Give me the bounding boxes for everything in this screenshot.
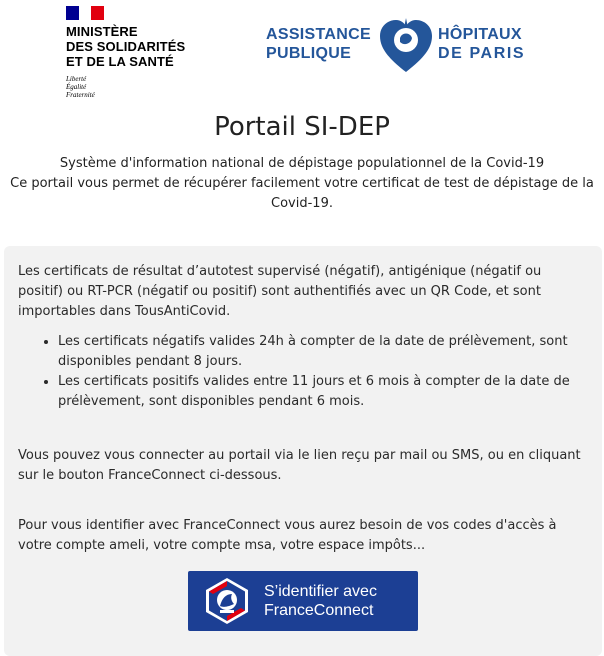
aphp-left-text — [266, 25, 371, 63]
franceconnect-line1: S’identifier avec — [264, 583, 377, 600]
page-subtitle — [10, 154, 594, 214]
motto-line: Fraternité — [66, 91, 95, 99]
aphp-right-text — [438, 25, 525, 63]
aphp-text-line: HÔPITAUX — [438, 26, 522, 43]
ministry-logo — [66, 6, 185, 99]
intro-text: Les certificats de résultat d’autotest supervisé (négatif), antigénique (négatif ou positif) ou RT-PCR (négatif ou positif) sont authentifiés avec un QR Code, et sont importables dans TousAntiCovid. — [18, 264, 542, 319]
franceconnect-button[interactable] — [188, 571, 418, 631]
franceconnect-label — [264, 582, 377, 620]
aphp-text-line: DE PARIS — [438, 45, 526, 62]
header — [0, 0, 604, 100]
identify-text: Pour vous identifier avec FranceConnect vous aurez besoin de vos codes d'accès à votre compte ameli, votre compte msa, votre espace impôts... — [18, 518, 557, 553]
aphp-text-line: PUBLIQUE — [266, 45, 352, 62]
ministry-name — [66, 24, 185, 69]
list-item: • Les certificats négatifs valides 24h à compter de la date de prélèvement, sont disponibles pendant 8 jours. — [58, 332, 588, 372]
ministry-name-line: ET DE LA SANTÉ — [66, 54, 174, 69]
aphp-logo — [266, 16, 542, 74]
subtitle-line: Ce portail vous permet de récupérer facilement votre certificat de test de dépistage de la Covid-19. — [10, 176, 594, 211]
franceconnect-logo-icon — [202, 576, 252, 626]
aphp-text-line: ASSISTANCE — [266, 26, 371, 43]
subtitle-line: Système d'information national de dépistage populationnel de la Covid-19 — [59, 156, 545, 171]
motto-line: Liberté — [66, 75, 87, 83]
motto-line: Égalité — [66, 83, 87, 91]
connect-text: Vous pouvez vous connecter au portail via le lien reçu par mail ou SMS, ou en cliquant sur le bouton FranceConnect ci-dessous. — [18, 448, 581, 483]
info-card — [4, 246, 602, 656]
list-item: • Les certificats positifs valides entre 11 jours et 6 mois à compter de la date de prélèvement, sont disponibles pendant 6 mois. — [58, 372, 588, 412]
republic-motto — [66, 75, 185, 99]
franceconnect-line2: FranceConnect — [264, 602, 374, 619]
ministry-name-line: DES SOLIDARITÉS — [66, 39, 186, 54]
certificate-list — [18, 332, 588, 412]
aphp-heart-icon — [378, 16, 434, 74]
marianne-flag-icon — [66, 6, 104, 20]
page-title: Portail SI-DEP — [214, 112, 390, 142]
ministry-name-line: MINISTÈRE — [66, 24, 138, 39]
